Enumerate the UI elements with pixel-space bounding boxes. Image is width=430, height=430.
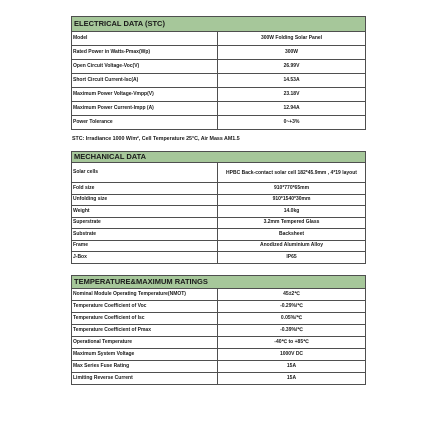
- row-label: Maximum System Voltage: [72, 348, 218, 360]
- table-row: [72, 74, 366, 88]
- table-row: [72, 217, 366, 229]
- table-row: [72, 372, 366, 384]
- row-value: -40℃ to +85℃: [218, 336, 366, 348]
- row-label: Nominal Module Operating Temperature(NMOT): [72, 288, 218, 300]
- table-row: [72, 229, 366, 241]
- table-row: [72, 194, 366, 206]
- row-label: J-Box: [72, 252, 218, 264]
- row-value: -0.39%/℃: [218, 324, 366, 336]
- row-value: IP65: [218, 252, 366, 264]
- table-row: [72, 60, 366, 74]
- table-row: [72, 312, 366, 324]
- table-row: [72, 102, 366, 116]
- row-label: Superstrate: [72, 217, 218, 229]
- row-value: 910*1540*30mm: [218, 194, 366, 206]
- row-label: Max Series Fuse Rating: [72, 360, 218, 372]
- table-row: [72, 324, 366, 336]
- stc-note: STC: Irradiance 1000 W/m², Cell Temperature 25°C, Air Mass AM1.5: [72, 136, 240, 142]
- row-value: 300W Folding Solar Panel: [218, 32, 366, 46]
- row-label: Maximum Power Voltage-Vmpp(V): [72, 88, 218, 102]
- row-value: 14.0kg: [218, 206, 366, 218]
- row-label: Substrate: [72, 229, 218, 241]
- table-row: [72, 32, 366, 46]
- table-row: [72, 336, 366, 348]
- row-value: 12.94A: [218, 102, 366, 116]
- row-label: Maximum Power Current-Impp (A): [72, 102, 218, 116]
- table-row: [72, 252, 366, 264]
- row-label: Weight: [72, 206, 218, 218]
- temperature-ratings-title: TEMPERATURE&MAXIMUM RATINGS: [72, 275, 366, 288]
- row-value: Anodized Aluminium Alloy: [218, 240, 366, 252]
- row-label: Frame: [72, 240, 218, 252]
- mechanical-data-table: [71, 151, 366, 264]
- table-row: [72, 300, 366, 312]
- row-value: 0~+3%: [218, 116, 366, 130]
- row-label: Temperature Coefficient of Isc: [72, 312, 218, 324]
- table-row: [72, 288, 366, 300]
- row-label: Fold size: [72, 183, 218, 195]
- row-value: HPBC Back-contact solar cell 182*45.9mm , 4*19 layout: [218, 163, 366, 183]
- row-value: 45±2℃: [218, 288, 366, 300]
- row-label: Solar cells: [72, 163, 218, 183]
- electrical-data-table: [71, 16, 366, 130]
- row-label: Limiting Reverse Current: [72, 372, 218, 384]
- row-label: Model: [72, 32, 218, 46]
- table-row: [72, 116, 366, 130]
- table-row: [72, 240, 366, 252]
- table-row: [72, 163, 366, 183]
- row-value: 1000V DC: [218, 348, 366, 360]
- row-label: Short Circuit Current-Isc(A): [72, 74, 218, 88]
- table-row: [72, 360, 366, 372]
- row-value: -0.29%/℃: [218, 300, 366, 312]
- row-value: 26.99V: [218, 60, 366, 74]
- row-value: 23.18V: [218, 88, 366, 102]
- row-label: Temperature Coefficient of Voc: [72, 300, 218, 312]
- row-label: Power Tolerance: [72, 116, 218, 130]
- table-row: [72, 348, 366, 360]
- row-value: 910*770*65mm: [218, 183, 366, 195]
- electrical-data-title: ELECTRICAL DATA (STC): [72, 17, 366, 32]
- row-value: Backsheet: [218, 229, 366, 241]
- row-label: Unfolding size: [72, 194, 218, 206]
- row-label: Open Circuit Voltage-Voc(V): [72, 60, 218, 74]
- table-row: [72, 183, 366, 195]
- temperature-ratings-table: [71, 275, 366, 385]
- spec-sheet: [71, 16, 365, 385]
- row-value: 15A: [218, 372, 366, 384]
- row-value: 0.05%/℃: [218, 312, 366, 324]
- table-row: [72, 206, 366, 218]
- row-value: 300W: [218, 46, 366, 60]
- row-value: 15A: [218, 360, 366, 372]
- row-label: Temperature Coefficient of Pmax: [72, 324, 218, 336]
- row-label: Operational Temperature: [72, 336, 218, 348]
- table-row: [72, 88, 366, 102]
- mechanical-data-title: MECHANICAL DATA: [72, 152, 366, 163]
- table-row: [72, 46, 366, 60]
- row-value: 14.53A: [218, 74, 366, 88]
- row-value: 3.2mm Tempered Glass: [218, 217, 366, 229]
- row-label: Rated Power in Watts-Pmax(Wp): [72, 46, 218, 60]
